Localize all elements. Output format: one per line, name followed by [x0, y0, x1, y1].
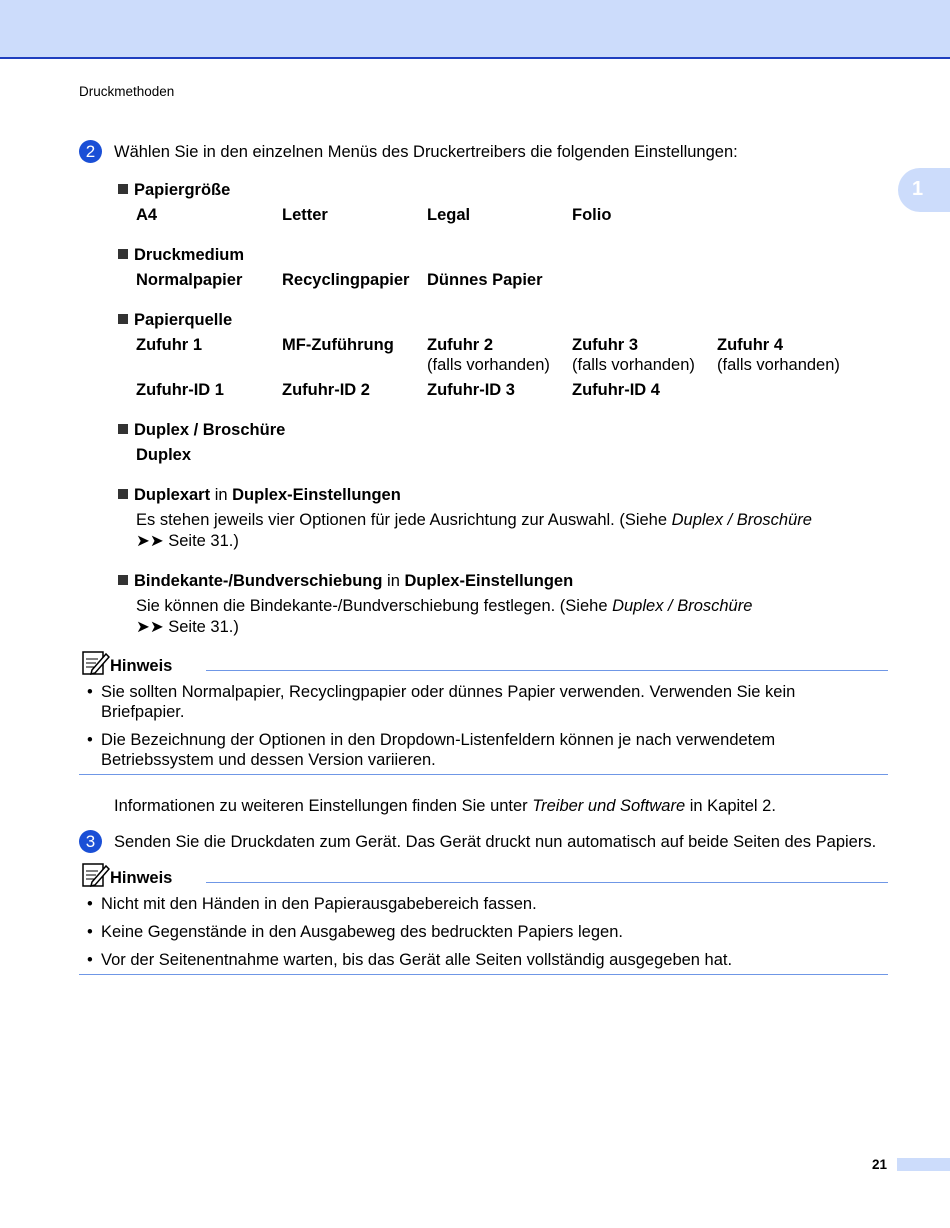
bindekante-description: Sie können die Bindekante-/Bundverschiebung festlegen. (Siehe Duplex / Broschüre: [136, 597, 753, 615]
option-folio: Folio: [572, 206, 612, 224]
option-a4: A4: [136, 206, 158, 224]
option-zufuhr-id-3: Zufuhr-ID 3: [427, 381, 515, 399]
duplexart-page-ref: ➤➤ Seite 31.): [136, 532, 239, 550]
option-mf-zufuehrung: MF-Zuführung: [282, 336, 394, 354]
option-recyclingpapier: Recyclingpapier: [282, 271, 410, 289]
square-bullet-icon: [118, 184, 128, 194]
option-duplex: Duplex: [136, 446, 192, 464]
header-band: [0, 0, 950, 59]
option-zufuhr-id-2: Zufuhr-ID 2: [282, 381, 370, 399]
option-zufuhr-4: Zufuhr 4 (falls vorhanden): [717, 336, 840, 374]
step-2-text: Wählen Sie in den einzelnen Menüs des Druckertreibers die folgenden Einstellungen:: [114, 143, 738, 161]
option-zufuhr-id-1: Zufuhr-ID 1: [136, 381, 224, 399]
setting-bindekante-title: Bindekante-/Bundverschiebung in Duplex-Einstellungen: [118, 572, 573, 591]
setting-duplexart-title: Duplexart in Duplex-Einstellungen: [118, 486, 401, 505]
step-3-badge: 3: [79, 830, 102, 853]
page-number-bar: [897, 1158, 950, 1171]
optional-note: (falls vorhanden): [572, 356, 695, 374]
info-paragraph: Informationen zu weiteren Einstellungen finden Sie unter Treiber und Software in Kapitel 2.: [114, 797, 776, 815]
option-duennes-papier: Dünnes Papier: [427, 271, 543, 289]
square-bullet-icon: [118, 249, 128, 259]
note-1-top-rule: [206, 670, 888, 671]
square-bullet-icon: [118, 424, 128, 434]
square-bullet-icon: [118, 489, 128, 499]
note-1-title: Hinweis: [110, 657, 173, 675]
duplexart-description: Es stehen jeweils vier Optionen für jede Ausrichtung zur Auswahl. (Siehe Duplex / Broschüre: [136, 511, 812, 529]
note-2-bottom-rule: [79, 974, 888, 975]
bindekante-page-ref: ➤➤ Seite 31.): [136, 618, 239, 636]
option-letter: Letter: [282, 206, 328, 224]
square-bullet-icon: [118, 575, 128, 585]
option-zufuhr-2: Zufuhr 2 (falls vorhanden): [427, 336, 550, 374]
optional-note: (falls vorhanden): [717, 356, 840, 374]
section-header: Druckmethoden: [79, 84, 175, 99]
bindekante-link[interactable]: Duplex / Broschüre: [612, 597, 753, 615]
note-2-title: Hinweis: [110, 869, 173, 887]
chapter-tab[interactable]: [898, 168, 950, 212]
page-number: 21: [872, 1157, 888, 1172]
optional-note: (falls vorhanden): [427, 356, 550, 374]
pencil-note-icon: [82, 862, 110, 888]
step-2-badge: 2: [79, 140, 102, 163]
duplexart-link[interactable]: Duplex / Broschüre: [671, 511, 812, 529]
step-3-text: Senden Sie die Druckdaten zum Gerät. Das Gerät druckt nun automatisch auf beide Seiten des Papiers.: [114, 833, 877, 851]
note-2-top-rule: [206, 882, 888, 883]
setting-papiergroesse-title: Papiergröße: [118, 181, 230, 200]
note-1-bottom-rule: [79, 774, 888, 775]
square-bullet-icon: [118, 314, 128, 324]
setting-papierquelle-title: Papierquelle: [118, 311, 232, 330]
option-legal: Legal: [427, 206, 471, 224]
pencil-note-icon: [82, 650, 110, 676]
option-normalpapier: Normalpapier: [136, 271, 243, 289]
option-zufuhr-id-4: Zufuhr-ID 4: [572, 381, 660, 399]
setting-druckmedium-title: Druckmedium: [118, 246, 244, 265]
option-zufuhr-3: Zufuhr 3 (falls vorhanden): [572, 336, 695, 374]
option-zufuhr-1: Zufuhr 1: [136, 336, 202, 354]
treiber-software-link[interactable]: Treiber und Software: [532, 797, 686, 815]
setting-duplex-title: Duplex / Broschüre: [118, 421, 285, 440]
chapter-tab-label: 1: [912, 178, 924, 200]
